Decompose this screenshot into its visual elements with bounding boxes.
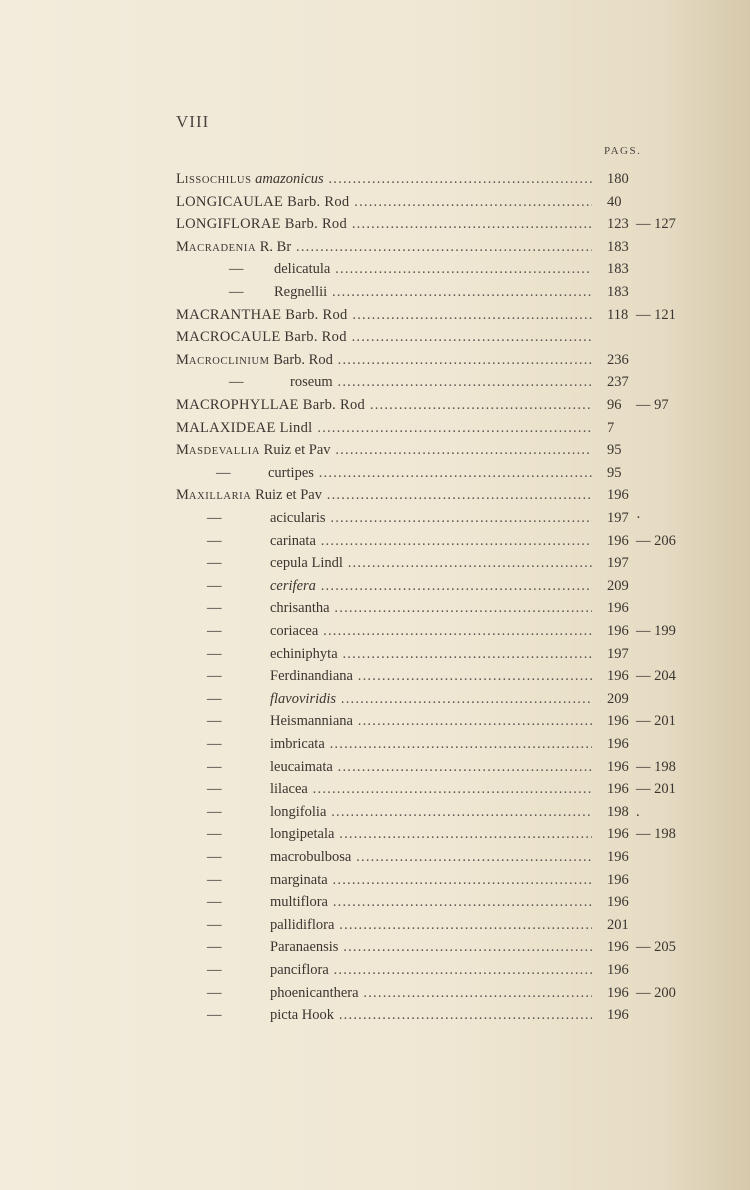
entry-label	[270, 643, 592, 665]
entry-name: delicatula	[274, 261, 331, 278]
entry-page-range: — 97	[636, 397, 669, 413]
ditto-dash: —	[207, 645, 222, 662]
index-entry	[0, 236, 750, 258]
index-entry	[0, 575, 750, 597]
entry-label	[274, 281, 592, 303]
entry-label	[270, 552, 592, 574]
index-entry	[0, 213, 750, 235]
entry-label	[270, 959, 592, 981]
entry-page: 201	[607, 916, 629, 933]
entry-label	[176, 304, 592, 326]
ditto-dash: —	[229, 284, 244, 300]
entry-name: pallidiflora	[270, 916, 335, 933]
entry-page-range: — 121	[636, 306, 676, 323]
entry-page-range: — 204	[636, 668, 676, 685]
ditto-dash: —	[229, 261, 244, 278]
entry-name: carinata	[270, 532, 316, 549]
index-entry	[0, 643, 750, 665]
ditto-dash: —	[207, 781, 222, 798]
ditto-dash: —	[207, 871, 222, 888]
ditto-dash: —	[207, 577, 222, 594]
entry-page: 196	[607, 1007, 629, 1024]
entry-name: leucaimata	[270, 758, 333, 775]
entry-page-range: — 127	[636, 216, 676, 233]
entry-page: 95	[607, 442, 622, 459]
entry-name: cepula Lindl	[270, 555, 343, 572]
entry-name: longifolia	[270, 803, 327, 820]
index-entry	[0, 417, 750, 439]
entry-name: longipetala	[270, 826, 335, 843]
entry-page-range: — 206	[636, 532, 676, 549]
index-entry	[0, 1004, 750, 1026]
index-entry	[0, 688, 750, 710]
entry-page: 196	[607, 939, 629, 956]
index-entry	[0, 823, 750, 845]
entry-label	[270, 530, 592, 552]
entry-page-range: — 200	[636, 984, 676, 1001]
entry-page: 118	[607, 306, 629, 323]
entry-label	[268, 462, 592, 484]
index-entry	[0, 530, 750, 552]
entry-page: 196	[607, 623, 629, 639]
index-entry	[0, 394, 750, 416]
entry-label	[270, 891, 592, 913]
index-entry	[0, 507, 750, 529]
entry-name: MACROCLINIUM	[176, 351, 270, 368]
entry-name: flavoviridis	[270, 690, 337, 707]
entry-page: 196	[607, 781, 629, 798]
entry-authority: Barb. Rod	[273, 351, 333, 368]
entry-name: roseum	[290, 374, 333, 391]
entry-name: MACROCAULE Barb. Rod	[176, 329, 347, 346]
entry-name: phoenicanthera	[270, 984, 359, 1001]
entry-page: 183	[607, 284, 629, 300]
ditto-dash: —	[207, 984, 222, 1001]
entry-name: MACRANTHAE Barb. Rod	[176, 306, 348, 323]
entry-name: MASDEVALLIA	[176, 442, 261, 459]
entry-page: 123	[607, 216, 629, 233]
index-entry	[0, 733, 750, 755]
entry-name: LONGIFLORAE Barb. Rod	[176, 216, 348, 233]
ditto-dash: —	[207, 849, 222, 865]
ditto-dash: —	[207, 758, 222, 775]
entry-label	[270, 507, 592, 529]
index-entry	[0, 891, 750, 913]
entry-label	[270, 710, 592, 732]
index-entry	[0, 484, 750, 506]
index-entry	[0, 439, 750, 461]
entry-label	[270, 846, 592, 868]
entry-page: 197	[607, 555, 629, 572]
ditto-dash: —	[207, 736, 222, 752]
index-entry	[0, 281, 750, 303]
ditto-dash: —	[207, 510, 222, 526]
entry-name: Heismanniana	[270, 713, 353, 730]
entry-page: 196	[607, 487, 629, 504]
entry-label	[270, 597, 592, 619]
entry-name: MACRADENIA	[176, 238, 257, 255]
ditto-dash: —	[207, 555, 222, 572]
entry-name: MALAXIDEAE Lindl	[176, 419, 313, 436]
entry-page-range: — 199	[636, 623, 676, 639]
entry-page-range: — 198	[636, 826, 676, 843]
entry-page: 7	[607, 419, 615, 436]
entry-label	[270, 733, 592, 755]
entry-page: 196	[607, 713, 629, 730]
entry-authority: Ruiz et Pav	[263, 442, 331, 459]
index-entry	[0, 869, 750, 891]
entry-label	[176, 439, 592, 463]
index-entry	[0, 914, 750, 936]
index-entry	[0, 846, 750, 868]
entry-label	[176, 349, 592, 373]
entry-page: 236	[607, 351, 629, 368]
entry-page: 196	[607, 826, 629, 843]
entry-page: 96	[607, 397, 622, 413]
index-entry	[0, 462, 750, 484]
entry-label	[270, 869, 592, 891]
ditto-dash: —	[207, 690, 222, 707]
ditto-dash: —	[207, 532, 222, 549]
entry-label	[176, 484, 592, 508]
ditto-dash: —	[207, 713, 222, 730]
entry-label	[176, 394, 592, 416]
entry-label	[270, 801, 592, 823]
index-entry	[0, 801, 750, 823]
index-entry	[0, 552, 750, 574]
entry-page: 237	[607, 374, 629, 391]
entry-page: 196	[607, 871, 629, 888]
entry-page: 196	[607, 962, 629, 978]
entry-page: 40	[607, 193, 622, 210]
entry-page: 196	[607, 894, 629, 911]
entry-name: LISSOCHILUS	[176, 171, 252, 187]
ditto-dash: —	[207, 600, 222, 617]
entry-name: macrobulbosa	[270, 849, 352, 865]
index-entry	[0, 756, 750, 778]
entry-label	[270, 620, 592, 642]
entry-page: 183	[607, 238, 629, 255]
ditto-dash: —	[216, 464, 231, 481]
entry-label	[176, 417, 592, 439]
entry-name: MAXILLARIA	[176, 487, 252, 504]
entry-label	[176, 168, 592, 192]
entry-name: Paranaensis	[270, 939, 339, 956]
index-entry	[0, 982, 750, 1004]
index-entry	[0, 258, 750, 280]
entry-label	[274, 258, 592, 280]
entry-name: acicularis	[270, 510, 326, 526]
ditto-dash: —	[207, 1007, 222, 1024]
entry-name: panciflora	[270, 962, 329, 978]
index-entry	[0, 304, 750, 326]
entry-label	[176, 326, 592, 348]
entry-label	[270, 665, 592, 687]
entry-name: coriacea	[270, 623, 319, 639]
ditto-dash: —	[207, 962, 222, 978]
entry-name: multiflora	[270, 894, 328, 911]
index-entry	[0, 936, 750, 958]
entry-page: 196	[607, 758, 629, 775]
entry-label	[270, 688, 592, 710]
entry-label	[176, 236, 592, 260]
entry-page-range: — 201	[636, 781, 676, 798]
entry-name: curtipes	[268, 464, 314, 481]
entry-name: chrisantha	[270, 600, 330, 617]
entry-page: 198	[607, 803, 629, 820]
entry-label	[270, 914, 592, 936]
entry-label	[270, 936, 592, 958]
entry-name: echiniphyta	[270, 645, 338, 662]
ditto-dash: —	[229, 374, 244, 391]
entry-authority: R. Br	[259, 238, 292, 255]
entry-page: 209	[607, 577, 629, 594]
entry-page-range: ·	[636, 510, 641, 526]
entry-name: MACROPHYLLAE Barb. Rod	[176, 397, 366, 413]
entry-label	[270, 575, 592, 597]
entry-page: 196	[607, 849, 629, 865]
entry-name: Ferdinandiana	[270, 668, 353, 685]
index-entry	[0, 959, 750, 981]
ditto-dash: —	[207, 894, 222, 911]
index-entry	[0, 597, 750, 619]
entry-label	[176, 213, 592, 235]
entry-page: 95	[607, 464, 622, 481]
entry-page-range: — 205	[636, 939, 676, 956]
index-entry	[0, 665, 750, 687]
entry-authority: Ruiz et Pav	[255, 487, 322, 504]
entry-label	[270, 778, 592, 800]
entry-page: 197	[607, 645, 629, 662]
entry-label	[270, 756, 592, 778]
index-entry	[0, 371, 750, 393]
entry-page: 183	[607, 261, 629, 278]
entry-label	[270, 1004, 592, 1026]
index-entry	[0, 168, 750, 190]
index-entry	[0, 620, 750, 642]
entry-name: Regnellii	[274, 284, 328, 300]
page-folio: VIII	[176, 112, 210, 131]
entry-page: 196	[607, 668, 629, 685]
entry-page: 196	[607, 600, 629, 617]
entry-page: 180	[607, 171, 629, 187]
entry-authority: amazonicus	[255, 171, 324, 187]
pages-column-header: PAGS.	[604, 145, 642, 157]
entry-page: 197	[607, 510, 629, 526]
ditto-dash: —	[207, 803, 222, 820]
index-entry	[0, 191, 750, 213]
entry-name: lilacea	[270, 781, 308, 798]
ditto-dash: —	[207, 916, 222, 933]
index-entry	[0, 326, 750, 348]
index-entry	[0, 710, 750, 732]
entry-label	[290, 371, 592, 393]
ditto-dash: —	[207, 623, 222, 639]
ditto-dash: —	[207, 668, 222, 685]
entry-page: 196	[607, 532, 629, 549]
ditto-dash: —	[207, 826, 222, 843]
entry-name: imbricata	[270, 736, 325, 752]
entry-page-range: — 198	[636, 758, 676, 775]
entry-label	[176, 191, 592, 213]
entry-name: picta Hook	[270, 1007, 335, 1024]
entry-page: 196	[607, 984, 629, 1001]
entry-name: marginata	[270, 871, 328, 888]
entry-page: 209	[607, 690, 629, 707]
entry-page: 196	[607, 736, 629, 752]
entry-label	[270, 982, 592, 1004]
ditto-dash: —	[207, 939, 222, 956]
entry-page-range: — 201	[636, 713, 676, 730]
index-entry	[0, 778, 750, 800]
entry-label	[270, 823, 592, 845]
entry-name: cerifera	[270, 577, 316, 594]
entry-page-range: .	[636, 803, 640, 820]
index-entry	[0, 349, 750, 371]
entry-name: LONGICAULAE Barb. Rod	[176, 193, 350, 210]
